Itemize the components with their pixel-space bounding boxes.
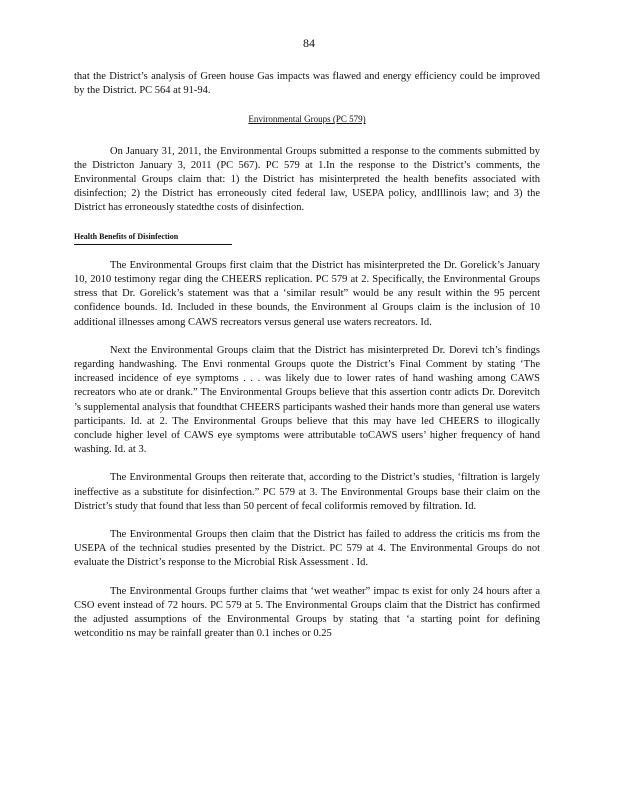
section-heading <box>74 112 540 126</box>
page-number: 84 <box>303 36 315 50</box>
paragraph: The Environmental Groups first claim that the District has misinterpreted the Dr. Gorelick’s January 10, 2010 testimony regar ding the CHEERS replication. PC 579 at 2. Specifically, the Environmental Groups stress that Dr. Gorelick’s statement was that a ‘similar result” would be any result within the 95 percent confidence bounds. Id. Included in these bounds, the Environment al Groups claim is the inclusion of 10 additional illnesses among CAWS recreators versus general use waters recreators. Id. <box>74 259 540 328</box>
document-body <box>74 70 540 656</box>
paragraph: The Environmental Groups then claim that the District has failed to address the criticis ms from the USEPA of the technical studies presented by the District. PC 579 at 4. The Environmental Groups do not evaluate the District’s response to the Microbial Risk Assessment . Id. <box>74 529 540 569</box>
paragraph-continuation: that the District’s analysis of Green house Gas impacts was flawed and energy efficiency could be improved by the District. PC 564 at 91-94. <box>74 71 540 97</box>
paragraph: The Environmental Groups further claims that ‘wet weather” impac ts exist for only 24 hours after a CSO event instead of 72 hours. PC 579 at 5. The Environmental Groups claim that the District has confirmed the adjusted assumptions of the Environmental Groups by stating that ‘a starting point for defining wetconditio ns may be rainfall greater than 0.1 inches or 0.25 <box>74 585 540 640</box>
paragraph: Next the Environmental Groups claim that the District has misinterpreted Dr. Dorevi tch’s findings regarding handwashing. The Envi ronmental Groups quote the District’s Final Comment by stating ‘The increased incidence of eye symptoms . . . was likely due to lower rates of hand washing among CAWS recreators who ate or drank.” The Environmental Groups believe that this assertion contr adicts Dr. Dorevitch ’s supplemental analysis that foundthat CHEERS participants washed their hands more than general use waters participants. Id. at 2. The Environmental Groups believe that this may have led CHEERS to illogically conclude higher level of CAWS eye symptoms were attributable toCAWS users’ higher frequency of hand washing. Id. at 3. <box>74 344 540 456</box>
paragraph: On January 31, 2011, the Environmental Groups submitted a response to the comments submitted by the Districton January 3, 2011 (PC 567). PC 579 at 1.In the response to the District’s comments, the Environmental Groups claim that: 1) the District has misinterpreted the health benefits associated with disinfection; 2) the District has erroneously cited federal law, USEPA policy, andIllinois law; and 3) the District has erroneously statedthe costs of disinfection. <box>74 145 540 214</box>
subheading: Health Benefits of Disinfection <box>74 230 232 245</box>
paragraph: The Environmental Groups then reiterate that, according to the District’s studies, ‘filtration is largely ineffective as a substitute for disinfection.” PC 579 at 3. The Environmental Groups base their claim on the District’s study that found that less than 50 percent of fecal coliformis removed by filtration. Id. <box>74 472 540 512</box>
section-heading-text: Environmental Groups (PC 579) <box>248 114 366 125</box>
